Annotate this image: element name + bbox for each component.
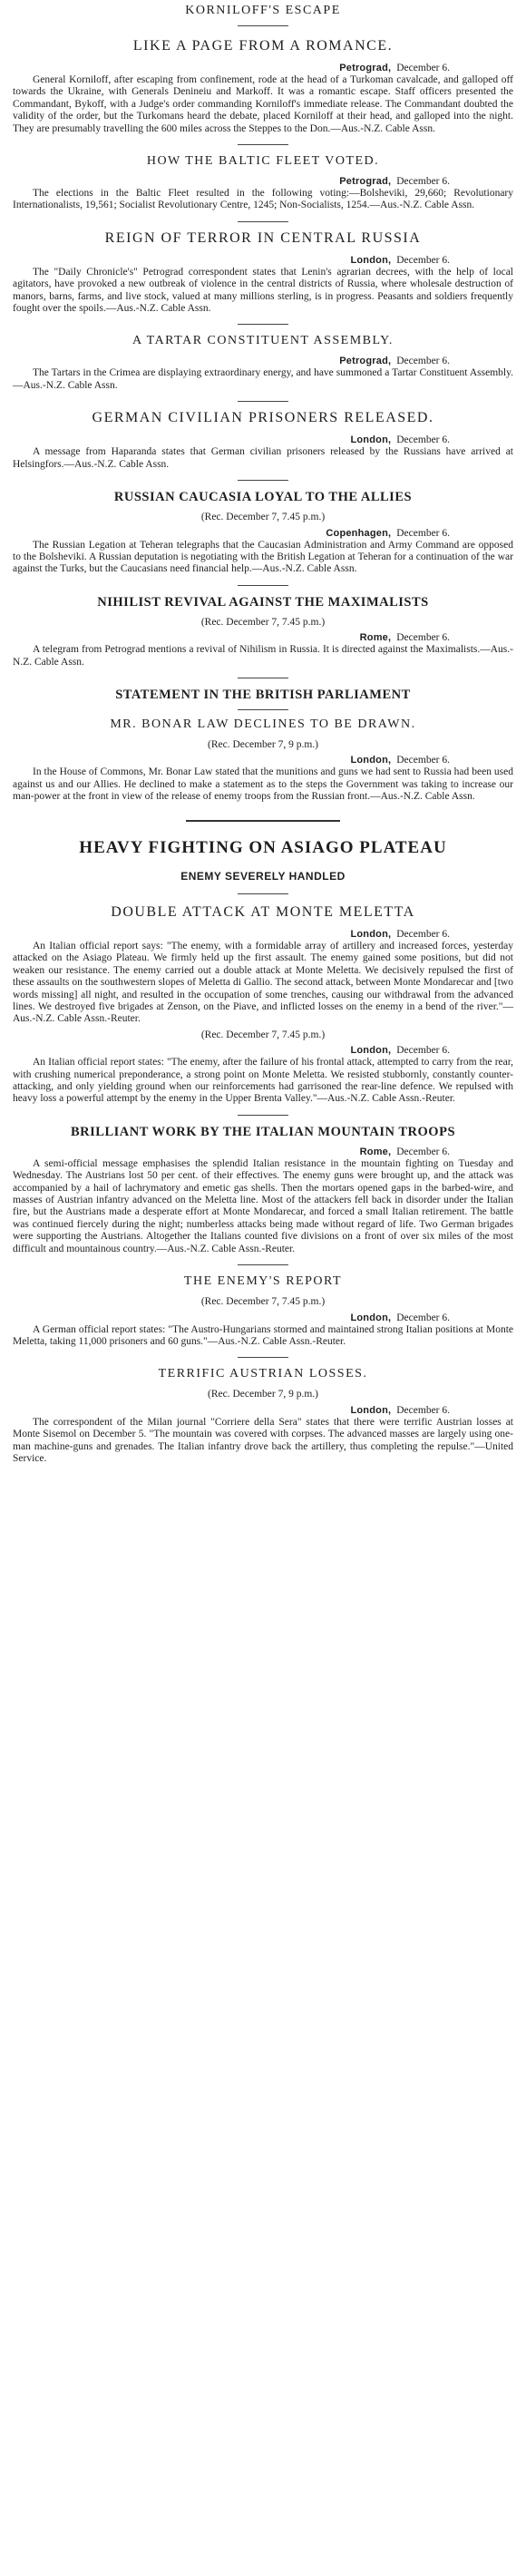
dateline-place: London,: [350, 755, 392, 766]
dateline-date: December 6.: [396, 254, 450, 266]
story-title: MR. BONAR LAW DECLINES TO BE DRAWN.: [110, 717, 416, 731]
dateline-date: December 6.: [396, 1146, 450, 1157]
dateline-place: Rome,: [359, 1146, 392, 1157]
story-title: RUSSIAN CAUCASIA LOYAL TO THE ALLIES: [113, 490, 413, 505]
divider: [238, 1115, 288, 1116]
story-civilian-prisoners: [13, 411, 513, 471]
story-title: THE ENEMY'S REPORT: [183, 1274, 343, 1289]
story-caucasia: [13, 490, 513, 576]
subheadline: ENEMY SEVERELY HANDLED: [180, 869, 346, 883]
dateline-place: London,: [350, 1404, 392, 1416]
story-enemy-report: [13, 1274, 513, 1348]
story-body: An Italian official report says: "The enemy, with a formidable array of artillery and increased forces, yesterday attacked on the Asiago Plateau. We firmly held up the first assault. The enemy gained some positions, but did not weaken our resistance. The enemy carried out a double attack at Monte Meletta. We decisively repulsed the first of these assaults on the southwestern slopes of Meletta di Gallio. The second attack, between Monte Mondarecar and [two words missing] all night, and resulted in the occupation of some trenches, causing our withdrawal from the advanced lines. We destroyed five brigades at Zenson, on the Piave, and inflicted losses on the enemy in a bend of the river."—Aus.-N.Z. Cable Assn.-Reuter.: [13, 940, 513, 1025]
divider: [238, 401, 288, 402]
section-heading: STATEMENT IN THE BRITISH PARLIAMENT: [115, 687, 411, 702]
dateline-place: Petrograd,: [339, 356, 392, 367]
dateline-date: December 6.: [396, 928, 450, 940]
story-title: REIGN OF TERROR IN CENTRAL RUSSIA: [104, 229, 422, 246]
dateline-place: London,: [350, 254, 392, 266]
dateline: [13, 632, 513, 644]
dateline: [13, 176, 513, 188]
story-mountain-troops: [13, 1125, 513, 1255]
story-title: LIKE A PAGE FROM A ROMANCE.: [132, 38, 394, 54]
story-asiago: [13, 838, 513, 1106]
story-body: A message from Haparanda states that German civilian prisoners released by the Russians have arrived at Helsingfors.—Aus.-N.Z. Cable Assn.: [13, 446, 513, 470]
story-body: General Korniloff, after escaping from confinement, rode at the head of a Turkoman cavalcade, and galloped off towards the Ukraine, with Generals Denineiu and Markoff. It was a romantic escape. Staff officers presented the Commandant, Bykoff, with a Judge's order commanding Korniloff's immediate release. The Commandant doubted the validity of the order, but the Turkomans heard the debate, placed Korniloff at their head, and galloped into the night. They are presumably travelling the 600 miles across the Steppes to the Don.—Aus.-N.Z. Cable Assn.: [13, 74, 513, 134]
divider: [238, 585, 288, 586]
dateline-place: London,: [350, 928, 392, 940]
story-body: An Italian official report states: "The enemy, after the failure of his frontal attack, attempted to carry from the rear, with crushing numerical preponderance, a strong point on Monte Meletta. We resisted stubbornly, constantly counter-attacking, and only yielding ground when our reinforcements had garrisoned the rear-line defence. We repulsed with heavy loss a powerful attempt by the enemy in the Upper Brenta Valley."—Aus.-N.Z. Cable Assn.-Reuter.: [13, 1057, 513, 1105]
story-title: DOUBLE ATTACK AT MONTE MELETTA: [111, 903, 415, 920]
dateline-date: December 6.: [396, 434, 450, 446]
dateline: [13, 255, 513, 267]
story-title: TERRIFIC AUSTRIAN LOSSES.: [158, 1367, 368, 1381]
dateline-place: Petrograd,: [339, 63, 392, 73]
story-body: The elections in the Baltic Fleet resulted in the following voting:—Bolsheviki, 29,660; Revolutionary Internationalists, 19,561; Socialist Revolutionary Centre, 1245; Non-Socialists, 1254.—Aus.-N.Z. Cable Assn.: [13, 188, 513, 211]
dateline-place: Rome,: [359, 632, 392, 644]
main-headline: HEAVY FIGHTING ON ASIAGO PLATEAU: [79, 837, 447, 857]
dateline-place: London,: [350, 1045, 392, 1057]
dateline: [13, 929, 513, 941]
dateline: [13, 434, 513, 446]
received-line: (Rec. December 7, 9 p.m.): [208, 1389, 318, 1400]
received-line: (Rec. December 7, 7.45 p.m.): [200, 1296, 326, 1308]
divider: [238, 709, 288, 710]
divider: [238, 1264, 288, 1265]
divider: [238, 25, 288, 26]
dateline-date: December 6.: [396, 63, 450, 73]
dateline-date: December 6.: [396, 755, 450, 766]
story-body: The "Daily Chronicle's" Petrograd correspondent states that Lenin's agrarian decrees, with the help of local agitators, have provoked a new outbreak of violence in the central districts of Russia, where wholesale destruction of manors, barns, farms, and live stock, valued at many millions sterling, is in progress. Peasants and soldiers frequently fought over the spoils.—Aus.-N.Z. Cable Assn.: [13, 266, 513, 315]
page-header: KORNILOFF'S ESCAPE: [185, 4, 341, 17]
divider: [238, 893, 288, 894]
story-austrian-losses: [13, 1367, 513, 1465]
dateline: [13, 1312, 513, 1324]
divider: [238, 480, 288, 481]
dateline: [13, 528, 513, 540]
divider: [238, 221, 288, 222]
story-title: NIHILIST REVIVAL AGAINST THE MAXIMALISTS: [97, 594, 429, 610]
dateline: [13, 1147, 513, 1158]
story-reign-of-terror: [13, 231, 513, 316]
dateline: [13, 1045, 513, 1057]
story-nihilist-revival: [13, 595, 513, 668]
story-body: The Russian Legation at Teheran telegraphs that the Caucasian Administration and Army Command are opposed to the Bolsheviki. A Russian deputation is negotiating with the British Legation at Teheran for a continuation of the war against the Turks, but the Caucasians need financial help.—Aus.-N.Z. Cable Assn.: [13, 539, 513, 575]
story-parliament: [13, 688, 513, 804]
story-body: The correspondent of the Milan journal "Corriere della Sera" states that there were terrific Austrian losses at Monte Sisemol on December 5. "The mountain was covered with corpses. The advanced masses are largely using one-man machine-guns and grenades. The Italian infantry drove back the artillery, thus completing the repulse."—United Service.: [13, 1416, 513, 1464]
dateline-place: Copenhagen,: [326, 527, 392, 539]
story-title: A TARTAR CONSTITUENT ASSEMBLY.: [132, 334, 394, 348]
story-body: A semi-official message emphasises the splendid Italian resistance in the mountain fighting on Tuesday and Wednesday. The Austrians lost 50 per cent. of their effectives. The enemy guns were brought up, and the attack was accompanied by a hail of lachrymatory and emetic gas shells. Then the mortars opened gaps in the barbed-wire, and masses of Austrian infantry advanced on the Meletta line. Most of the attackers fell back in disorder under the Italian fire, but the Austrians made a desperate effort at Monte Mondarecar, and forced a small Italian retirement. The battle was continued fiercely during the night; numberless attacks being made without regard of life. Two German brigades were supporting the Austrians. Altogether the Italians counted five divisions on a front of over six miles of the most difficult and mountainous country.—Aus.-N.Z. Cable Assn.-Reuter.: [13, 1157, 513, 1254]
dateline-date: December 6.: [396, 176, 450, 188]
received-line: (Rec. December 7, 9 p.m.): [208, 738, 318, 750]
dateline: [13, 63, 513, 74]
story-title: GERMAN CIVILIAN PRISONERS RELEASED.: [92, 410, 434, 426]
dateline-date: December 6.: [396, 1404, 450, 1416]
dateline-place: Petrograd,: [339, 176, 392, 188]
received-line: (Rec. December 7, 7.45 p.m.): [200, 616, 326, 628]
story-title: HOW THE BALTIC FLEET VOTED.: [146, 154, 380, 169]
story-korniloff: [13, 39, 513, 135]
dateline-place: London,: [350, 434, 392, 446]
story-body: In the House of Commons, Mr. Bonar Law stated that the munitions and guns we had sent to Russia had been used against us and our Allies. He declined to make a statement as to the steps the Government was taking to increase our man-power at the front in view of the release of enemy troops from the Russian front.—Aus.-N.Z. Cable Assn.: [13, 766, 513, 803]
dateline-date: December 6.: [396, 356, 450, 367]
section-divider: [186, 820, 340, 822]
story-baltic-fleet: [13, 154, 513, 212]
story-title: BRILLIANT WORK BY THE ITALIAN MOUNTAIN TROOPS: [70, 1124, 456, 1139]
story-body: A telegram from Petrograd mentions a revival of Nihilism in Russia. It is directed against the Maximalists.—Aus.-N.Z. Cable Assn.: [13, 644, 513, 668]
divider: [238, 324, 288, 325]
story-tartar-assembly: [13, 334, 513, 392]
received-line: (Rec. December 7, 7.45 p.m.): [200, 1029, 326, 1040]
dateline-place: London,: [350, 1312, 392, 1323]
dateline: [13, 1405, 513, 1417]
divider: [238, 144, 288, 145]
dateline-date: December 6.: [396, 632, 450, 644]
divider: [238, 1357, 288, 1358]
received-line: (Rec. December 7, 7.45 p.m.): [200, 512, 326, 523]
dateline: [13, 356, 513, 367]
story-body: A German official report states: "The Austro-Hungarians stormed and maintained strong Italian positions at Monte Meletta, taking 11,000 prisoners and 60 guns."—Aus.-N.Z. Cable Assn.-Reuter.: [13, 1323, 513, 1347]
dateline-date: December 6.: [396, 527, 450, 539]
story-body: The Tartars in the Crimea are displaying extraordinary energy, and have summoned a Tartar Constituent Assembly.—Aus.-N.Z. Cable Assn.: [13, 367, 513, 391]
dateline-date: December 6.: [396, 1045, 450, 1057]
dateline-date: December 6.: [396, 1312, 450, 1323]
dateline: [13, 755, 513, 766]
